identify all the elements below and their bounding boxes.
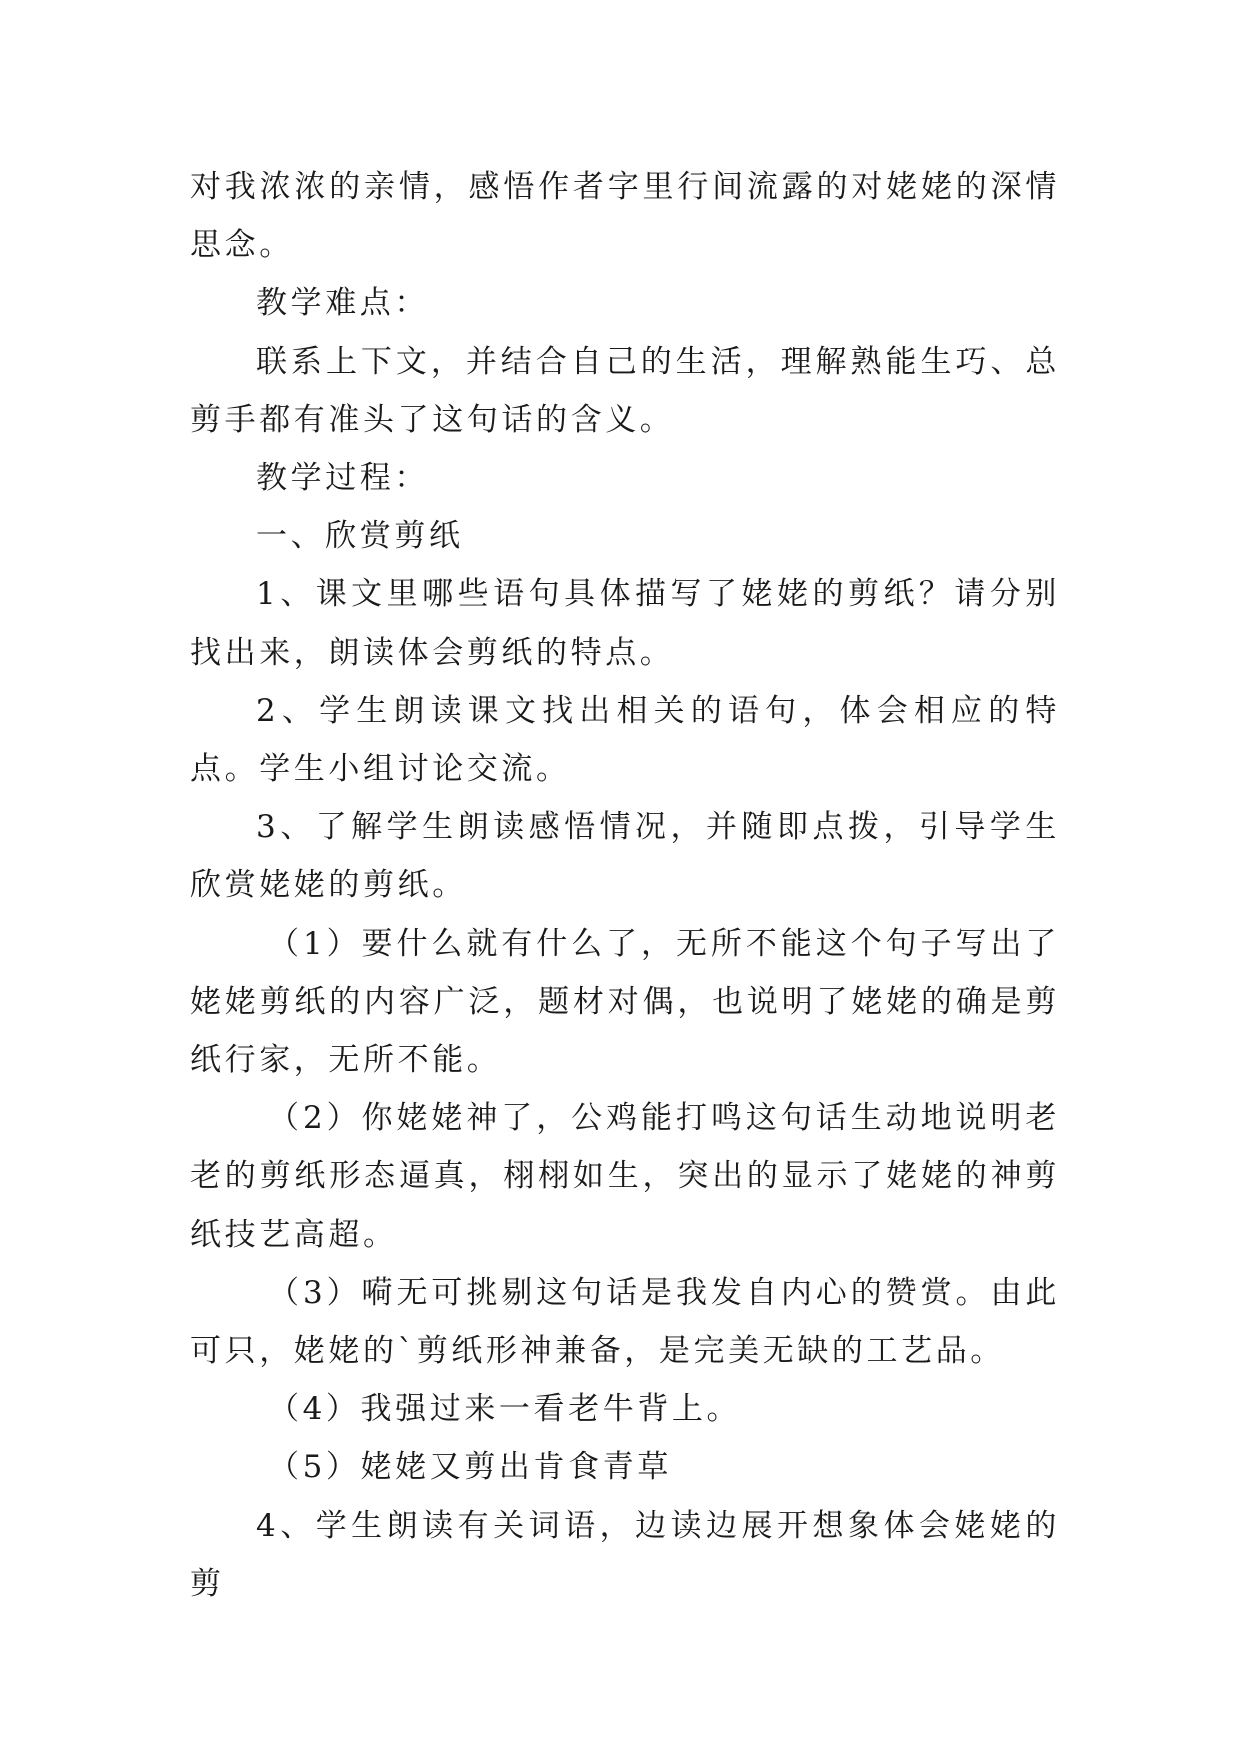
heading-teaching-process: 教学过程：	[256, 460, 429, 497]
sub-item-5: （5）姥姥又剪出肯食青草	[268, 1449, 672, 1486]
list-item-4: 4、学生朗读有关词语，边读边展开想象体会姥姥的剪	[190, 1507, 1060, 1602]
sub-item-4: （4）我强过来一看老牛背上。	[268, 1391, 742, 1428]
list-item-2: 2、学生朗读课文找出相关的语句，体会相应的特点。学生小组讨论交流。	[190, 692, 1060, 788]
sub-item-2: （2）你姥姥神了，公鸡能打鸣这句话生动地说明老老的剪纸形态逼真，栩栩如生，突出的显示了姥姥的神剪纸技艺高超。	[190, 1100, 1060, 1253]
list-item-3: 3、了解学生朗读感悟情况，并随即点拨，引导学生欣赏姥姥的剪纸。	[190, 809, 1060, 904]
heading-teaching-difficulty: 教学难点：	[256, 285, 429, 322]
document-body	[190, 158, 1060, 1613]
list-item-1: 1、课文里哪些语句具体描写了姥姥的剪纸？请分别找出来，朗读体会剪纸的特点。	[190, 576, 1060, 671]
sub-item-1: （1）要什么就有什么了，无所不能这个句子写出了姥姥剪纸的内容广泛，题材对偶，也说明了姥姥的确是剪纸行家，无所不能。	[190, 925, 1060, 1079]
paragraph-difficulty-detail: 联系上下文，并结合自己的生活，理解熟能生巧、总剪手都有准头了这句话的含义。	[190, 343, 1060, 438]
paragraph-continuation: 对我浓浓的亲情，感悟作者字里行间流露的对姥姥的深情思念。	[190, 169, 1060, 264]
section-heading-appreciate-papercut: 一、欣赏剪纸	[256, 518, 464, 555]
sub-item-3: （3）嗬无可挑剔这句话是我发自内心的赞赏。由此可只，姥姥的`剪纸形神兼备，是完美无缺的工艺品。	[190, 1274, 1060, 1370]
